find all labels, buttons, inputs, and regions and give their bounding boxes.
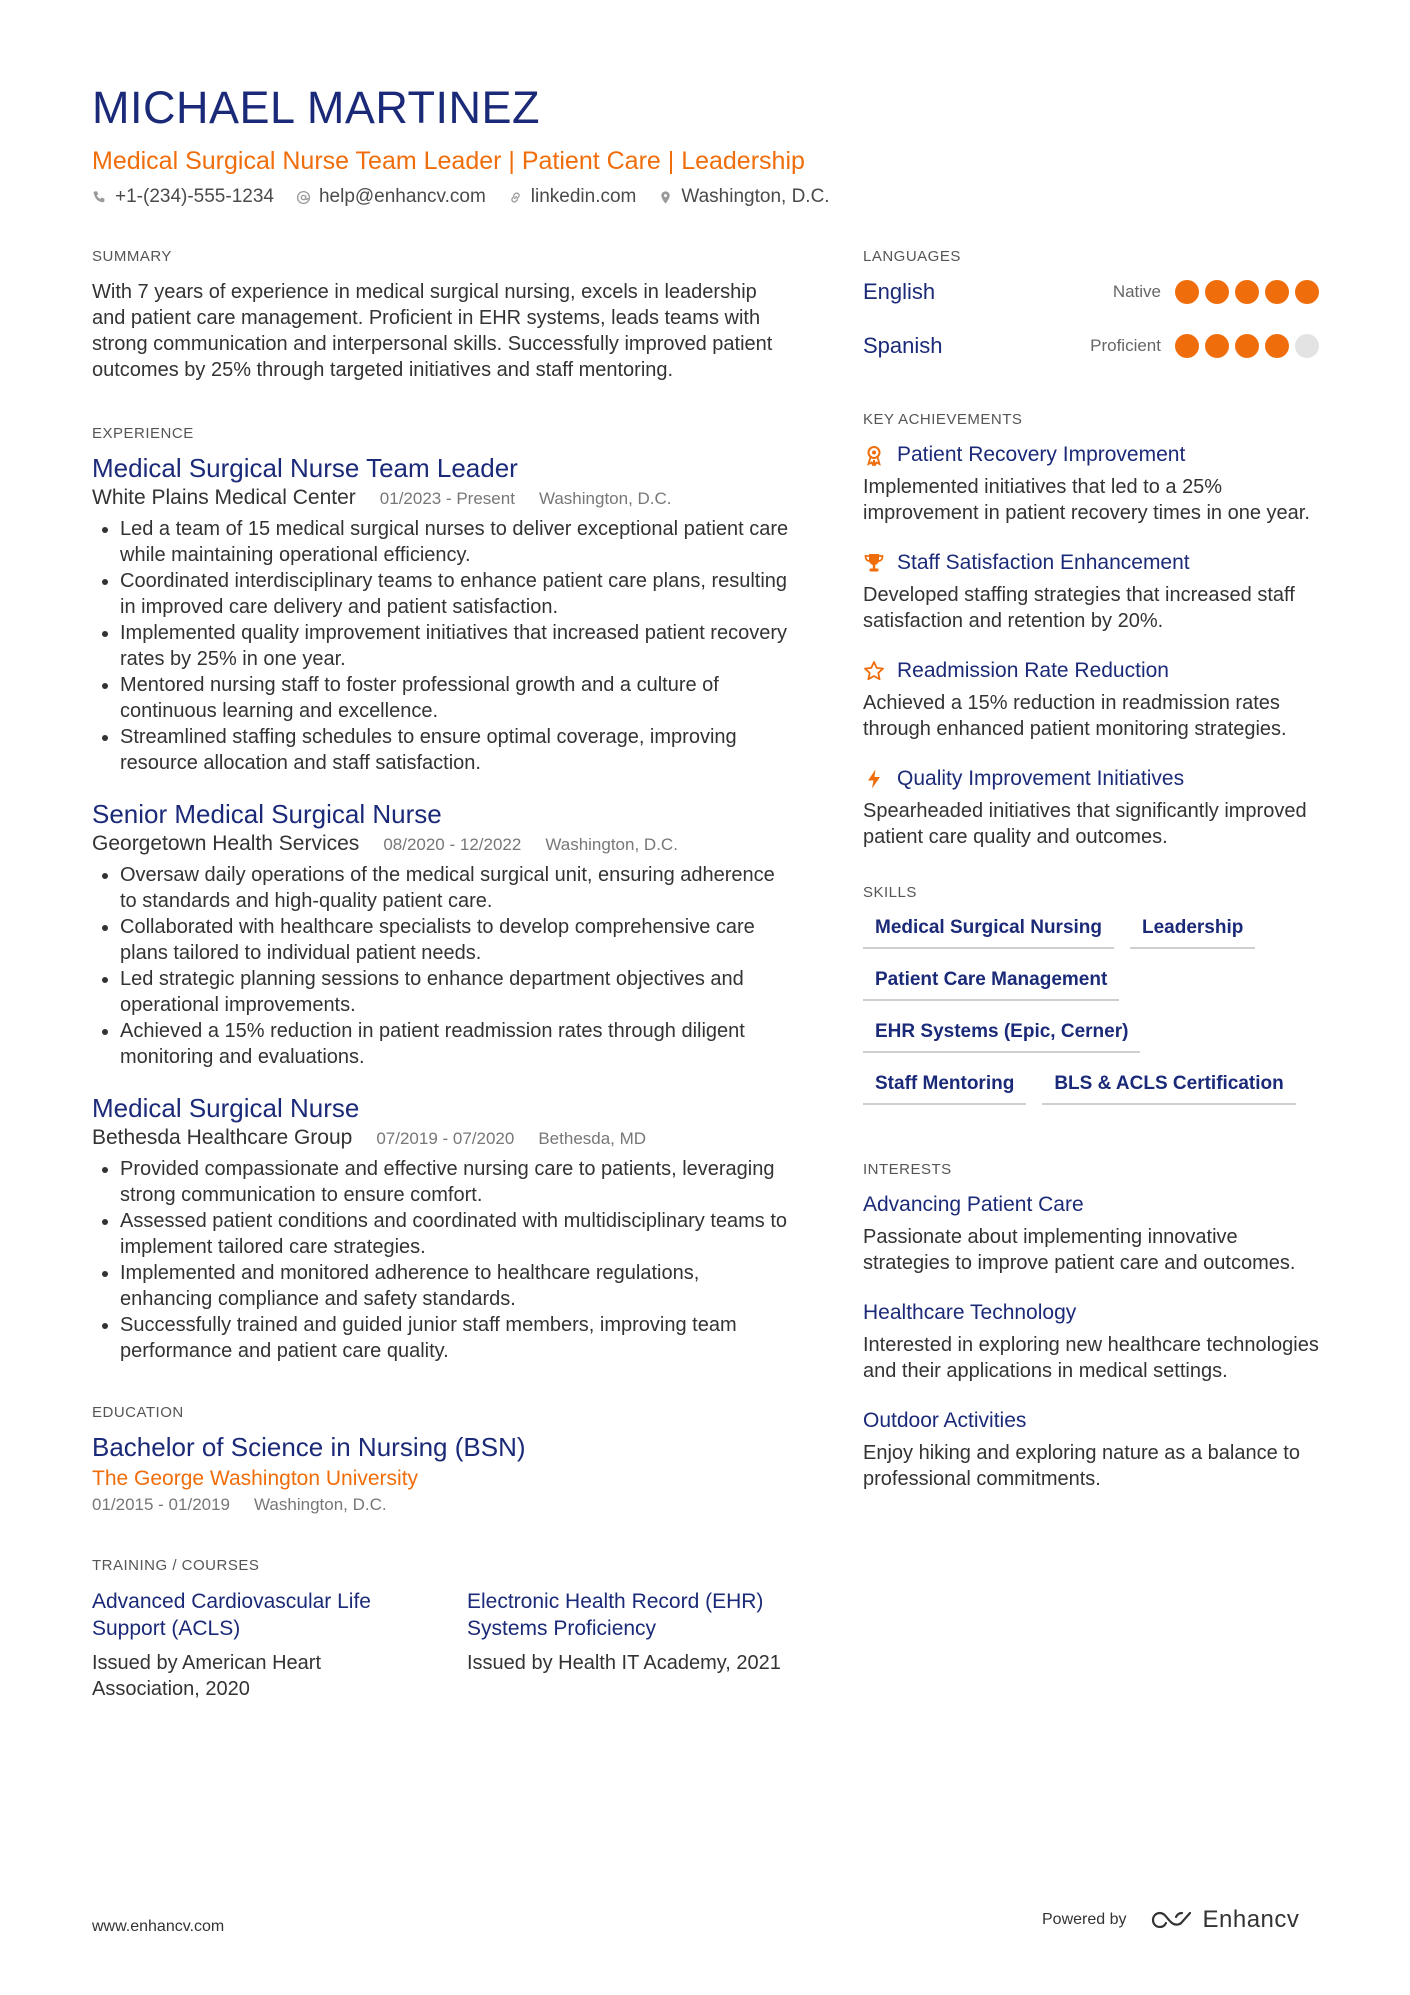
achievement-item: [863, 658, 1328, 742]
achievement-title-row: [863, 550, 1328, 576]
job-location: Washington, D.C.: [538, 489, 672, 508]
contact-email[interactable]: [296, 186, 486, 208]
rating-dot-filled: [1235, 280, 1259, 304]
education-meta: [92, 1495, 792, 1515]
summary-section: [92, 248, 792, 383]
skill-tag: EHR Systems (Epic, Cerner): [863, 1015, 1140, 1053]
training-section: [92, 1557, 792, 1702]
job-bullet: • Implemented quality improvement initiatives that increased patient recovery rates by 25% in one year.: [120, 620, 792, 672]
interests-section: [863, 1161, 1328, 1492]
job-bullet: • Mentored nursing staff to foster professional growth and a culture of continuous learning and excellence.: [120, 672, 792, 724]
language-row: [863, 319, 1328, 373]
achievement-desc: Spearheaded initiatives that significantly improved patient care quality and outcomes.: [863, 800, 1307, 848]
rating-dot-empty: [1295, 334, 1319, 358]
contact-location: [658, 186, 829, 208]
job-bullet: • Assessed patient conditions and coordinated with multidisciplinary teams to implement tailored care strategies.: [120, 1208, 792, 1260]
interest-title: Advancing Patient Care: [863, 1193, 1084, 1216]
course-item: [92, 1588, 407, 1702]
link-icon: [508, 190, 523, 205]
job-bullet: • Achieved a 15% reduction in patient readmission rates through diligent monitoring and evaluations.: [120, 1018, 792, 1070]
job-entry: [92, 452, 792, 776]
achievement-desc: Achieved a 15% reduction in readmission rates through enhanced patient monitoring strategies.: [863, 692, 1287, 740]
skill-tag: Patient Care Management: [863, 963, 1119, 1001]
at-icon: [296, 190, 311, 205]
job-title: Senior Medical Surgical Nurse: [92, 799, 442, 829]
language-name: Spanish: [863, 333, 943, 358]
interests-heading: INTERESTS: [863, 1161, 952, 1178]
job-bullet: • Collaborated with healthcare specialists to develop comprehensive care plans tailored to individual patient needs.: [120, 914, 792, 966]
interest-desc: Enjoy hiking and exploring nature as a balance to professional commitments.: [863, 1442, 1300, 1490]
skill-tag: Staff Mentoring: [863, 1067, 1026, 1105]
job-company: White Plains Medical Center: [92, 486, 356, 509]
job-bullet: • Provided compassionate and effective nursing care to patients, leveraging strong communication to ensure comfort.: [120, 1156, 792, 1208]
achievement-item: [863, 550, 1328, 634]
education-degree: Bachelor of Science in Nursing (BSN): [92, 1432, 526, 1462]
job-dates: 01/2023 - Present: [379, 489, 515, 508]
skills-section: [863, 884, 1328, 1105]
job-dates: 08/2020 - 12/2022: [383, 835, 522, 854]
skill-list: [863, 911, 1333, 1105]
footer-branding: [1042, 1906, 1299, 1934]
interest-item: [863, 1300, 1328, 1384]
achievement-title-row: [863, 442, 1328, 468]
job-title: Medical Surgical Nurse: [92, 1093, 360, 1123]
left-column: [92, 248, 792, 1702]
job-bullet: • Successfully trained and guided junior staff members, improving team performance and patient care quality.: [120, 1312, 792, 1364]
job-bullet: • Oversaw daily operations of the medical surgical unit, ensuring adherence to standards and high-quality patient care.: [120, 862, 792, 914]
brand-name: Enhancv: [1202, 1906, 1300, 1933]
experience-heading: EXPERIENCE: [92, 425, 194, 442]
contact-phone: [92, 186, 274, 208]
achievement-title: Patient Recovery Improvement: [897, 443, 1186, 466]
rating-dot-filled: [1175, 334, 1199, 358]
job-meta: [92, 486, 792, 510]
language-level: Proficient: [1090, 336, 1161, 355]
location-text: Washington, D.C.: [681, 186, 830, 207]
trophy-icon: [863, 552, 885, 574]
language-name: English: [863, 279, 936, 304]
job-bullet: • Streamlined staffing schedules to ensure optimal coverage, improving resource allocation and staff satisfaction.: [120, 724, 792, 776]
contact-linkedin[interactable]: [508, 186, 637, 208]
job-location: Washington, D.C.: [545, 835, 678, 854]
summary-heading: SUMMARY: [92, 248, 172, 265]
job-bullets: [92, 1156, 792, 1364]
job-location: Bethesda, MD: [538, 1129, 647, 1148]
job-bullets: [92, 516, 792, 776]
right-column: [863, 248, 1328, 1516]
location-pin-icon: [658, 190, 673, 205]
linkedin-text: linkedin.com: [530, 186, 637, 207]
education-heading: EDUCATION: [92, 1404, 184, 1421]
phone-text: +1-(234)-555-1234: [115, 186, 274, 207]
achievement-desc: Implemented initiatives that led to a 25% improvement in patient recovery times in one year.: [863, 476, 1310, 524]
interest-desc: Interested in exploring new healthcare technologies and their applications in medical settings.: [863, 1334, 1319, 1382]
resume-header: [92, 82, 830, 208]
job-bullet: • Led strategic planning sessions to enhance department objectives and operational improvements.: [120, 966, 792, 1018]
education-dates: 01/2015 - 01/2019: [92, 1495, 231, 1514]
interest-item: [863, 1408, 1328, 1492]
skills-heading: SKILLS: [863, 884, 917, 901]
interest-title: Healthcare Technology: [863, 1301, 1077, 1324]
achievement-desc: Developed staffing strategies that increased staff satisfaction and retention by 20%.: [863, 584, 1295, 632]
star-icon: [863, 660, 885, 682]
education-school: The George Washington University: [92, 1467, 419, 1490]
achievement-title: Readmission Rate Reduction: [897, 659, 1169, 682]
job-meta: [92, 832, 792, 856]
course-list: [92, 1588, 792, 1702]
achievements-heading: KEY ACHIEVEMENTS: [863, 411, 1023, 428]
course-item: [467, 1588, 782, 1702]
job-company: Bethesda Healthcare Group: [92, 1126, 353, 1149]
email-text: help@enhancv.com: [318, 186, 486, 207]
lightning-icon: [863, 768, 885, 790]
education-location: Washington, D.C.: [254, 1495, 387, 1514]
brand-logo[interactable]: [1149, 1906, 1300, 1934]
job-bullet: • Led a team of 15 medical surgical nurses to deliver exceptional patient care while maintaining operational efficiency.: [120, 516, 792, 568]
language-level: Native: [1112, 282, 1161, 301]
footer-website[interactable]: www.enhancv.com: [92, 1918, 225, 1935]
powered-by-label: Powered by: [1042, 1911, 1127, 1928]
summary-text: With 7 years of experience in medical surgical nursing, excels in leadership and patient care management. Proficient in EHR systems, leads teams with strong communication and interpersonal skills. Successfully improved patient outcomes by 25% through targeted initiatives and staff mentoring.: [92, 281, 773, 381]
skill-tag: BLS & ACLS Certification: [1042, 1067, 1295, 1105]
job-company: Georgetown Health Services: [92, 832, 360, 855]
achievement-item: [863, 766, 1328, 850]
course-issuer: Issued by Health IT Academy, 2021: [467, 1652, 781, 1674]
job-entry: [92, 1092, 792, 1364]
training-heading: TRAINING / COURSES: [92, 1557, 260, 1574]
rating-dot-filled: [1235, 334, 1259, 358]
candidate-name: MICHAEL MARTINEZ: [92, 82, 541, 133]
rating-dot-filled: [1205, 280, 1229, 304]
enhancv-logo-icon: [1149, 1908, 1195, 1932]
languages-section: [863, 248, 1328, 373]
achievement-item: [863, 442, 1328, 526]
skill-tag: Leadership: [1130, 911, 1255, 949]
candidate-headline: Medical Surgical Nurse Team Leader | Patient Care | Leadership: [92, 147, 805, 175]
language-row: [863, 265, 1328, 319]
job-meta: [92, 1126, 792, 1150]
experience-section: [92, 425, 792, 1364]
achievements-section: [863, 411, 1328, 850]
interest-title: Outdoor Activities: [863, 1409, 1027, 1432]
rating-dot-filled: [1175, 280, 1199, 304]
contact-bar: [92, 186, 830, 208]
job-bullet: • Implemented and monitored adherence to healthcare regulations, enhancing compliance and safety standards.: [120, 1260, 792, 1312]
languages-heading: LANGUAGES: [863, 248, 961, 265]
education-section: [92, 1404, 792, 1515]
achievement-title: Quality Improvement Initiatives: [897, 767, 1185, 790]
job-bullet: • Coordinated interdisciplinary teams to enhance patient care plans, resulting in improved care delivery and patient satisfaction.: [120, 568, 792, 620]
rating-dot-filled: [1205, 334, 1229, 358]
phone-icon: [92, 190, 107, 205]
interest-desc: Passionate about implementing innovative strategies to improve patient care and outcomes.: [863, 1226, 1296, 1274]
job-title: Medical Surgical Nurse Team Leader: [92, 453, 518, 483]
interest-item: [863, 1192, 1328, 1276]
skill-tag: Medical Surgical Nursing: [863, 911, 1114, 949]
achievement-title-row: [863, 658, 1328, 684]
job-entry: [92, 798, 792, 1070]
award-icon: [863, 444, 885, 466]
language-rating: [1175, 334, 1319, 358]
rating-dot-filled: [1265, 280, 1289, 304]
achievement-title-row: [863, 766, 1328, 792]
course-title: Electronic Health Record (EHR) Systems Proficiency: [467, 1590, 764, 1640]
course-title: Advanced Cardiovascular Life Support (ACLS): [92, 1590, 371, 1640]
rating-dot-filled: [1265, 334, 1289, 358]
achievement-title: Staff Satisfaction Enhancement: [897, 551, 1190, 574]
course-issuer: Issued by American Heart Association, 2020: [92, 1652, 321, 1700]
job-dates: 07/2019 - 07/2020: [376, 1129, 515, 1148]
rating-dot-filled: [1295, 280, 1319, 304]
job-bullets: [92, 862, 792, 1070]
language-rating: [1175, 280, 1319, 304]
